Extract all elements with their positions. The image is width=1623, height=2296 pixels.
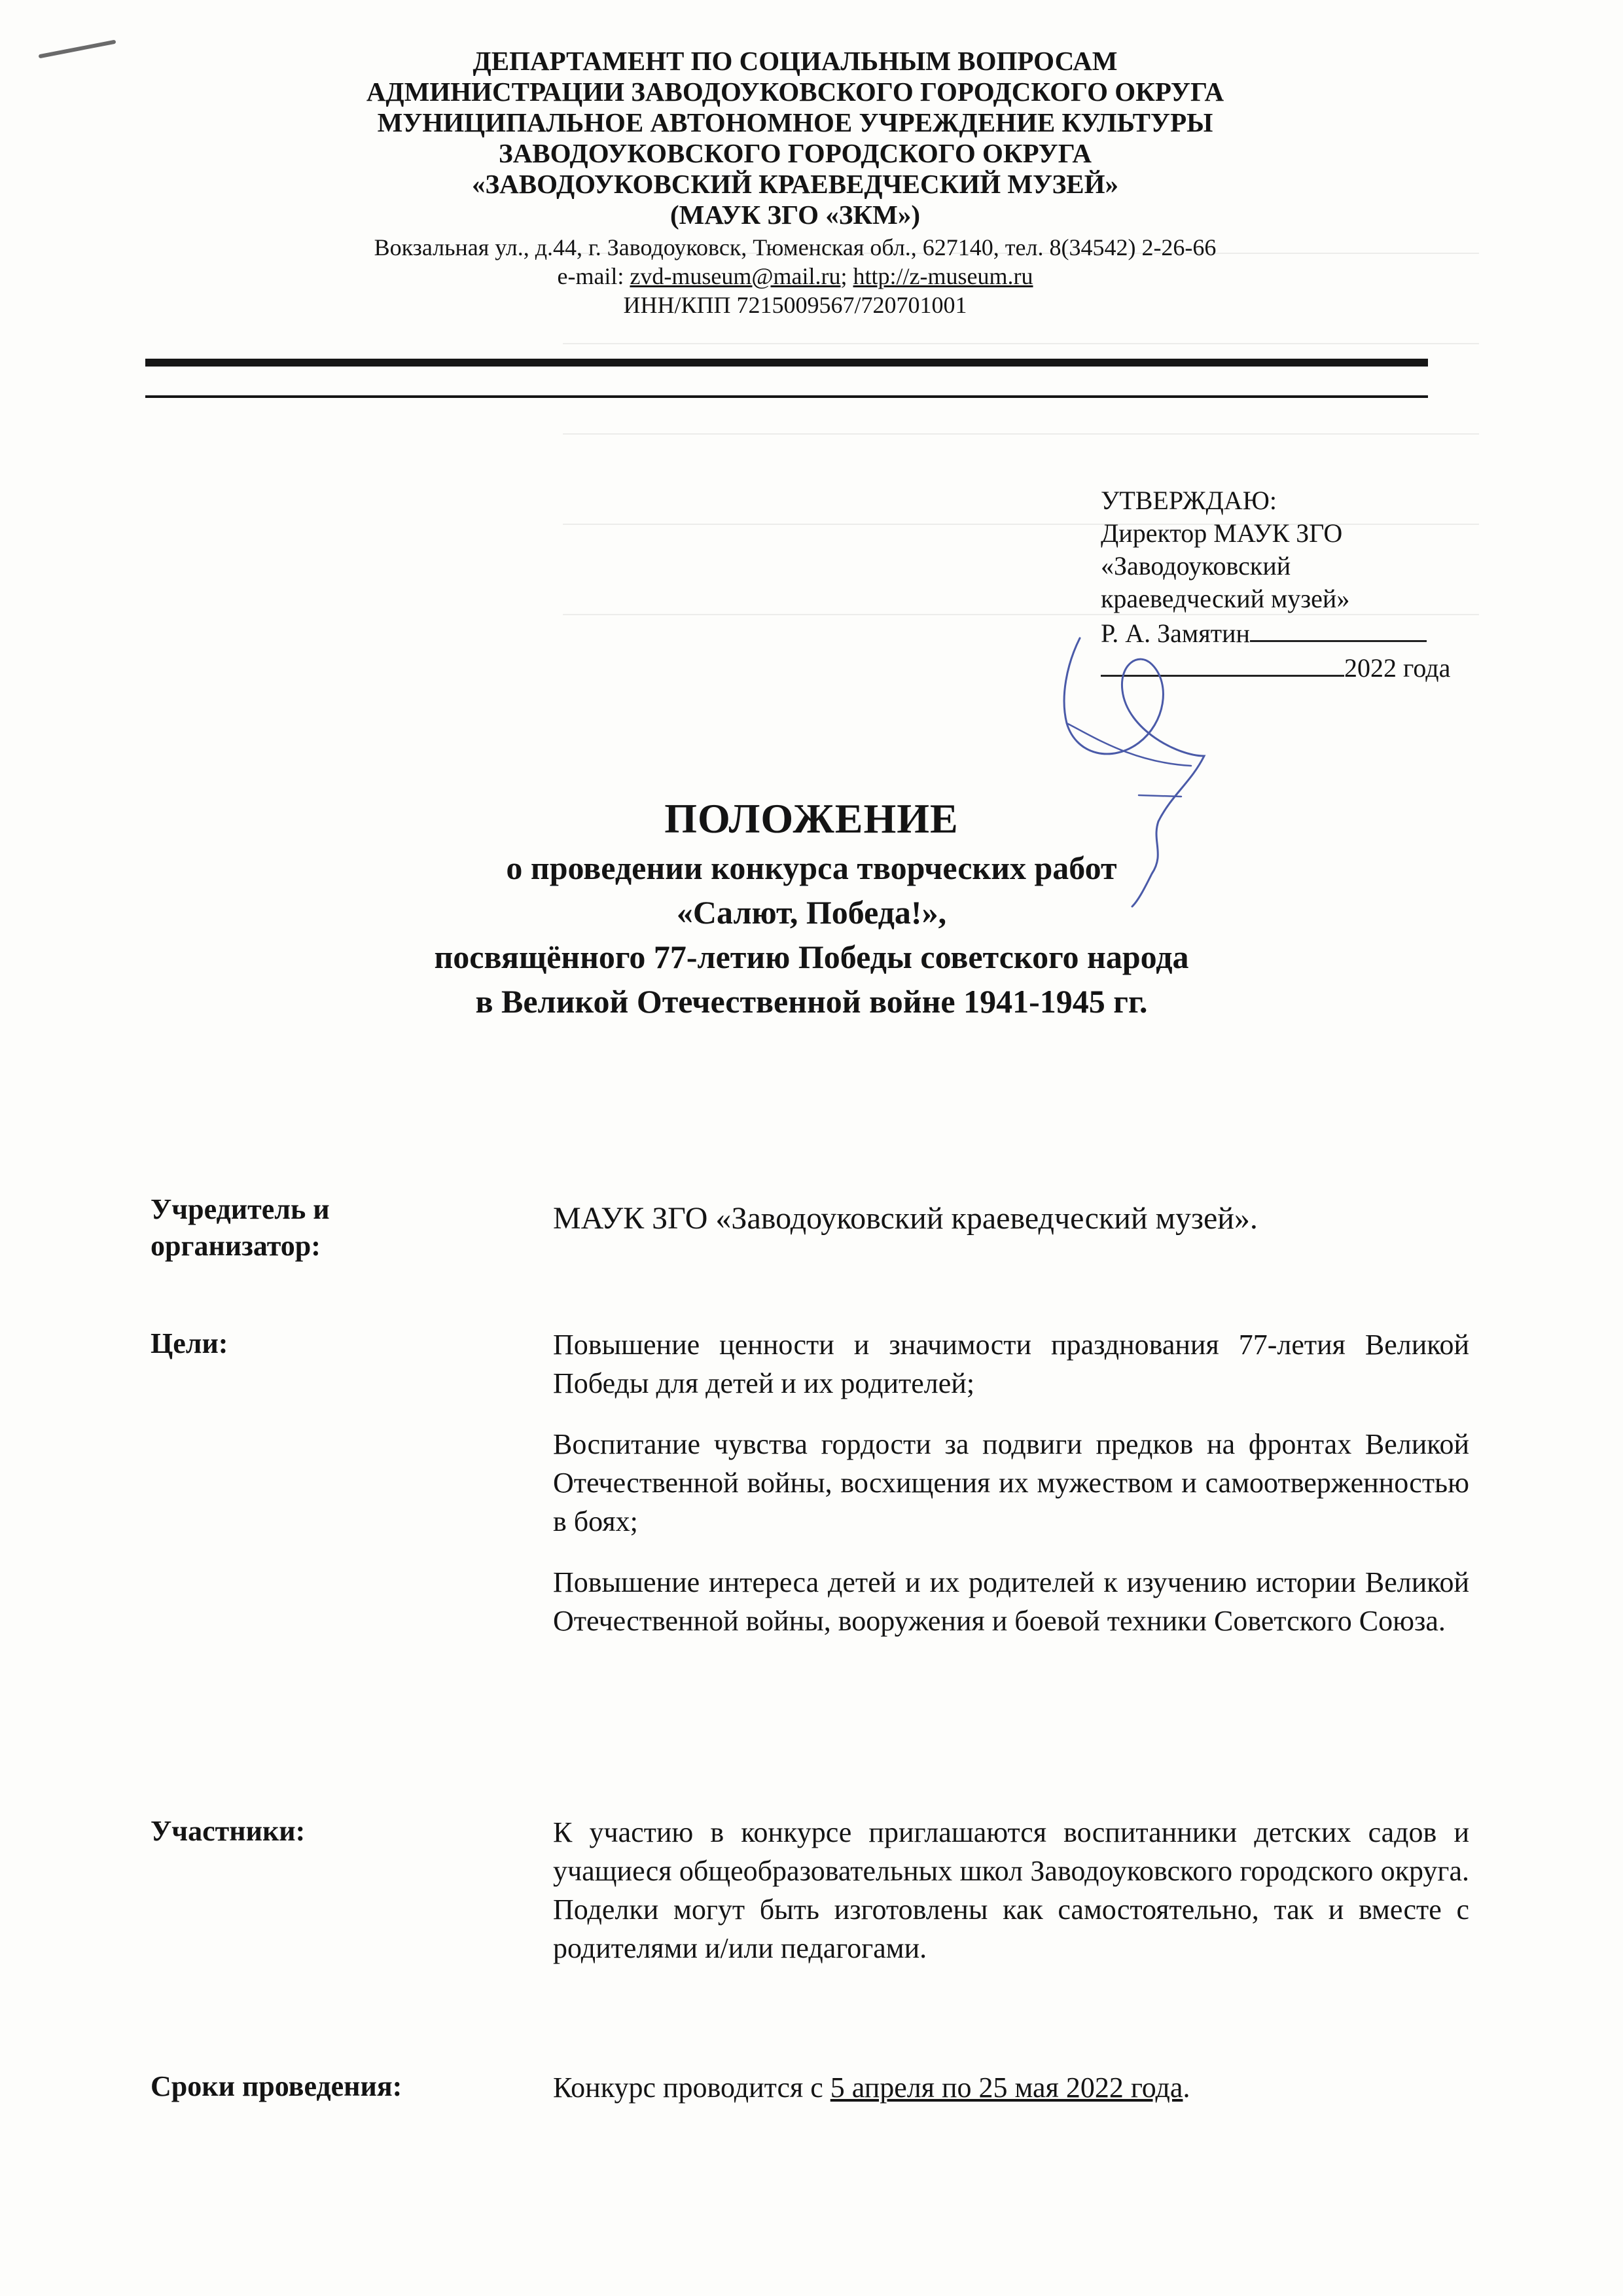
contacts bbox=[151, 262, 1440, 291]
inn-kpp: ИНН/КПП 7215009567/720701001 bbox=[623, 292, 967, 318]
org-line: АДМИНИСТРАЦИИ ЗАВОДОУКОВСКОГО ГОРОДСКОГО ОКРУГА bbox=[366, 77, 1224, 107]
label-line: Учредитель и bbox=[151, 1193, 330, 1225]
goal-item: Воспитание чувства гордости за подвиги предков на фронтах Великой Отечественной войны, восхищения их мужеством и самоотверженностью в боях; bbox=[553, 1428, 1469, 1537]
document-title: ПОЛОЖЕНИЕ bbox=[664, 795, 959, 842]
participants-text: К участию в конкурсе приглашаются воспитанники детских садов и учащиеся общеобразовательных школ Заводоуковского городского округа. Поделки могут быть изготовлены как самостоятельно, так и вместе с родителями и/или педагогами. bbox=[553, 1816, 1469, 1964]
approval-date-suffix: 2022 года bbox=[1344, 653, 1451, 683]
document-subtitle-line: о проведении конкурса творческих работ bbox=[506, 850, 1117, 886]
section-content bbox=[553, 2068, 1469, 2129]
approval-line: Директор МАУК ЗГО bbox=[1101, 518, 1343, 548]
dates-suffix: . bbox=[1183, 2072, 1190, 2104]
goal-item: Повышение интереса детей и их родителей к изучению истории Великой Отечественной войны, вооружения и боевой техники Советского Союза. bbox=[553, 1566, 1469, 1637]
founder-text: МАУК ЗГО «Заводоуковский краеведческий музей». bbox=[553, 1201, 1258, 1236]
section-content bbox=[553, 1813, 1469, 1990]
document-subtitle-line: в Великой Отечественной войне 1941-1945 гг. bbox=[475, 983, 1148, 1020]
section-content bbox=[553, 1199, 1469, 1260]
document-subtitle-line: «Салют, Победа!», bbox=[676, 894, 947, 931]
website-link[interactable]: http://z-museum.ru bbox=[853, 263, 1033, 289]
document-subtitle-line: посвящённого 77-летию Победы советского народа bbox=[434, 939, 1189, 975]
scan-mark bbox=[39, 40, 116, 59]
org-line: «ЗАВОДОУКОВСКИЙ КРАЕВЕДЧЕСКИЙ МУЗЕЙ» bbox=[472, 169, 1118, 199]
section-label: Цели: bbox=[151, 1327, 228, 1359]
document-title-block bbox=[131, 792, 1492, 1024]
approval-line: «Заводоуковский bbox=[1101, 551, 1291, 581]
goal-item: Повышение ценности и значимости празднования 77-летия Великой Победы для детей и их родителей; bbox=[553, 1329, 1469, 1399]
dates-text bbox=[553, 2068, 1469, 2107]
section-label: Участники: bbox=[151, 1815, 306, 1847]
org-line: МУНИЦИПАЛЬНОЕ АВТОНОМНОЕ УЧРЕЖДЕНИЕ КУЛЬТУРЫ bbox=[377, 107, 1213, 137]
section-label: Сроки проведения: bbox=[151, 2070, 402, 2102]
dates-period: 5 апреля по 25 мая 2022 года bbox=[830, 2072, 1183, 2104]
signatory-name: Р. А. Замятин bbox=[1101, 619, 1250, 648]
section-label bbox=[151, 1191, 530, 1265]
org-short-name: (МАУК ЗГО «ЗКМ») bbox=[670, 200, 920, 230]
approval-line: краеведческий музей» bbox=[1101, 584, 1350, 613]
letterhead bbox=[151, 46, 1440, 319]
contact-separator: ; bbox=[840, 263, 853, 289]
org-line: ЗАВОДОУКОВСКОГО ГОРОДСКОГО ОКРУГА bbox=[499, 138, 1092, 168]
email-prefix: e-mail: bbox=[557, 263, 630, 289]
email-link[interactable]: zvd-museum@mail.ru bbox=[630, 263, 841, 289]
signature-blank bbox=[1250, 615, 1427, 642]
section-content bbox=[553, 1325, 1469, 1662]
label-line: организатор: bbox=[151, 1230, 321, 1262]
dates-prefix: Конкурс проводится с bbox=[553, 2072, 830, 2104]
org-line: ДЕПАРТАМЕНТ ПО СОЦИАЛЬНЫМ ВОПРОСАМ bbox=[473, 46, 1118, 76]
address: Вокзальная ул., д.44, г. Заводоуковск, Тюменская обл., 627140, тел. 8(34542) 2-26-66 bbox=[374, 234, 1217, 260]
header-divider-thin bbox=[145, 395, 1428, 398]
approval-title: УТВЕРЖДАЮ: bbox=[1101, 486, 1277, 515]
header-divider-thick bbox=[145, 359, 1428, 367]
